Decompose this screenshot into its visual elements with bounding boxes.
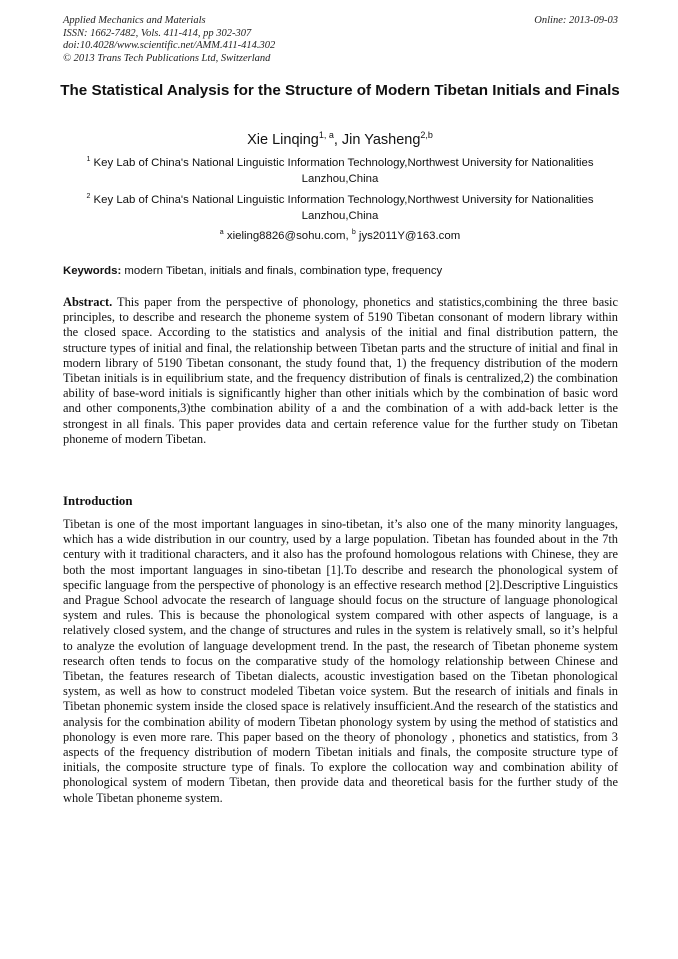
affiliation-2 xyxy=(60,193,620,224)
paper-title: The Statistical Analysis for the Structure of Modern Tibetan Initials and Finals xyxy=(60,82,620,99)
author-name: Xie Linqing xyxy=(247,132,319,148)
journal-name: Applied Mechanics and Materials xyxy=(63,15,206,26)
abstract-text: This paper from the perspective of phonology, phonetics and statistics,combining the three basic principles, to describe and research the phoneme system of 5190 Tibetan consonant of modern library within the closed space. According to the statistics and analysis of the initial and final distribution pattern, the structure types of initial and final, the relationship between Tibetan parts and the structure of initial and final in modern library of 5190 Tibetan consonant, the study found that, 1) the frequency distribution of the modern Tibetan initials is in equilibrium state, and the frequency distribution of finals is centralized,2) the combination ability of base-word initials is significantly higher than other initials which by the combination of basic word and other components,3)the combination ability of a and the combination of a with add-back letter is the strongest in all finals. This paper provides data and certain reference value for the further study on Tibetan phoneme of modern Tibetan. xyxy=(63,295,618,446)
affiliation-1 xyxy=(60,156,620,187)
email-superscript: b xyxy=(351,229,356,237)
abstract-label: Abstract. xyxy=(63,295,113,309)
author-list xyxy=(60,131,620,149)
email-superscript: a xyxy=(219,229,224,237)
keywords-label: Keywords: xyxy=(63,265,122,277)
email-line xyxy=(60,229,620,244)
journal-header xyxy=(63,15,618,65)
affiliation-text: Key Lab of China's National Linguistic Information Technology,Northwest University for Nationalities Lanzhou,China xyxy=(93,157,594,185)
issn-line: ISSN: 1662-7482, Vols. 411-414, pp 302-307 xyxy=(63,27,252,39)
email-address[interactable]: xieling8826@sohu.com xyxy=(226,230,346,242)
introduction-paragraph: Tibetan is one of the most important languages in sino-tibetan, it’s also one of the many minority languages, which has a wide distribution in our country, used by a large population. Tibetan has founded about in the 7th century with it traditional characters, and it also has the profound homologous relations with Chinese, they are both the most important languages in sino-tibetan [1].To describe and research the phonological system of specific language from the perspective of phonology is an effective research method [2].Descriptive Linguistics and Prague School advocate the research of language should focus on the structure of language phonological system and rules. This is because the phonological system compared with other aspects of language, is a relatively closed system, and the change of structures and rules in the system is relatively small, so it’s helpful to analyze the evolution of language development trend. In the past, the research of Tibetan phoneme system research often tends to focus on the comparative study of the homology relationship between Chinese and Tibetan, the features research of Tibetan dialects, acoustic investigation based on the Tibetan phonological system, as well as how to construct modeled Tibetan voice system. But the research of initials and finals in Tibetan phonemic system inside the closed space is relatively insufficient.And the research of the statistics and analysis for the combination ability of modern Tibetan phonology system by using the method of statistics and phonology is even more rare. This paper based on the theory of phonology , phonetics and statistics, from 3 aspects of the frequency distribution of modern Tibetan initials and finals, the composite structure type of initials, the composite structure type of finals. To explore the collocation way and combination ability of phonological system of modern Tibetan, then provide data and theoretical basis for the further study of the whole Tibetan phoneme system. xyxy=(63,517,618,805)
email-separator: , xyxy=(345,230,352,242)
doi-line: doi:10.4028/www.scientific.net/AMM.411-414.302 xyxy=(63,40,276,52)
author-superscript: 1, a xyxy=(318,130,334,141)
affiliation-text: Key Lab of China's National Linguistic Information Technology,Northwest University for Nationalities Lanzhou,China xyxy=(93,194,594,222)
copyright-line: © 2013 Trans Tech Publications Ltd, Switzerland xyxy=(63,52,271,64)
author-name: Jin Yasheng xyxy=(341,132,421,148)
online-date: Online: 2013-09-03 xyxy=(534,15,618,26)
author-superscript: 2,b xyxy=(420,130,433,141)
affiliation-superscript: 1 xyxy=(86,156,91,164)
keywords xyxy=(63,264,618,279)
affiliation-superscript: 2 xyxy=(86,193,91,201)
author-separator: , xyxy=(333,132,342,148)
abstract xyxy=(63,295,618,447)
section-heading-introduction: Introduction xyxy=(63,494,133,508)
email-address[interactable]: jys2011Y@163.com xyxy=(358,230,461,242)
keywords-text: modern Tibetan, initials and finals, combination type, frequency xyxy=(121,265,443,277)
